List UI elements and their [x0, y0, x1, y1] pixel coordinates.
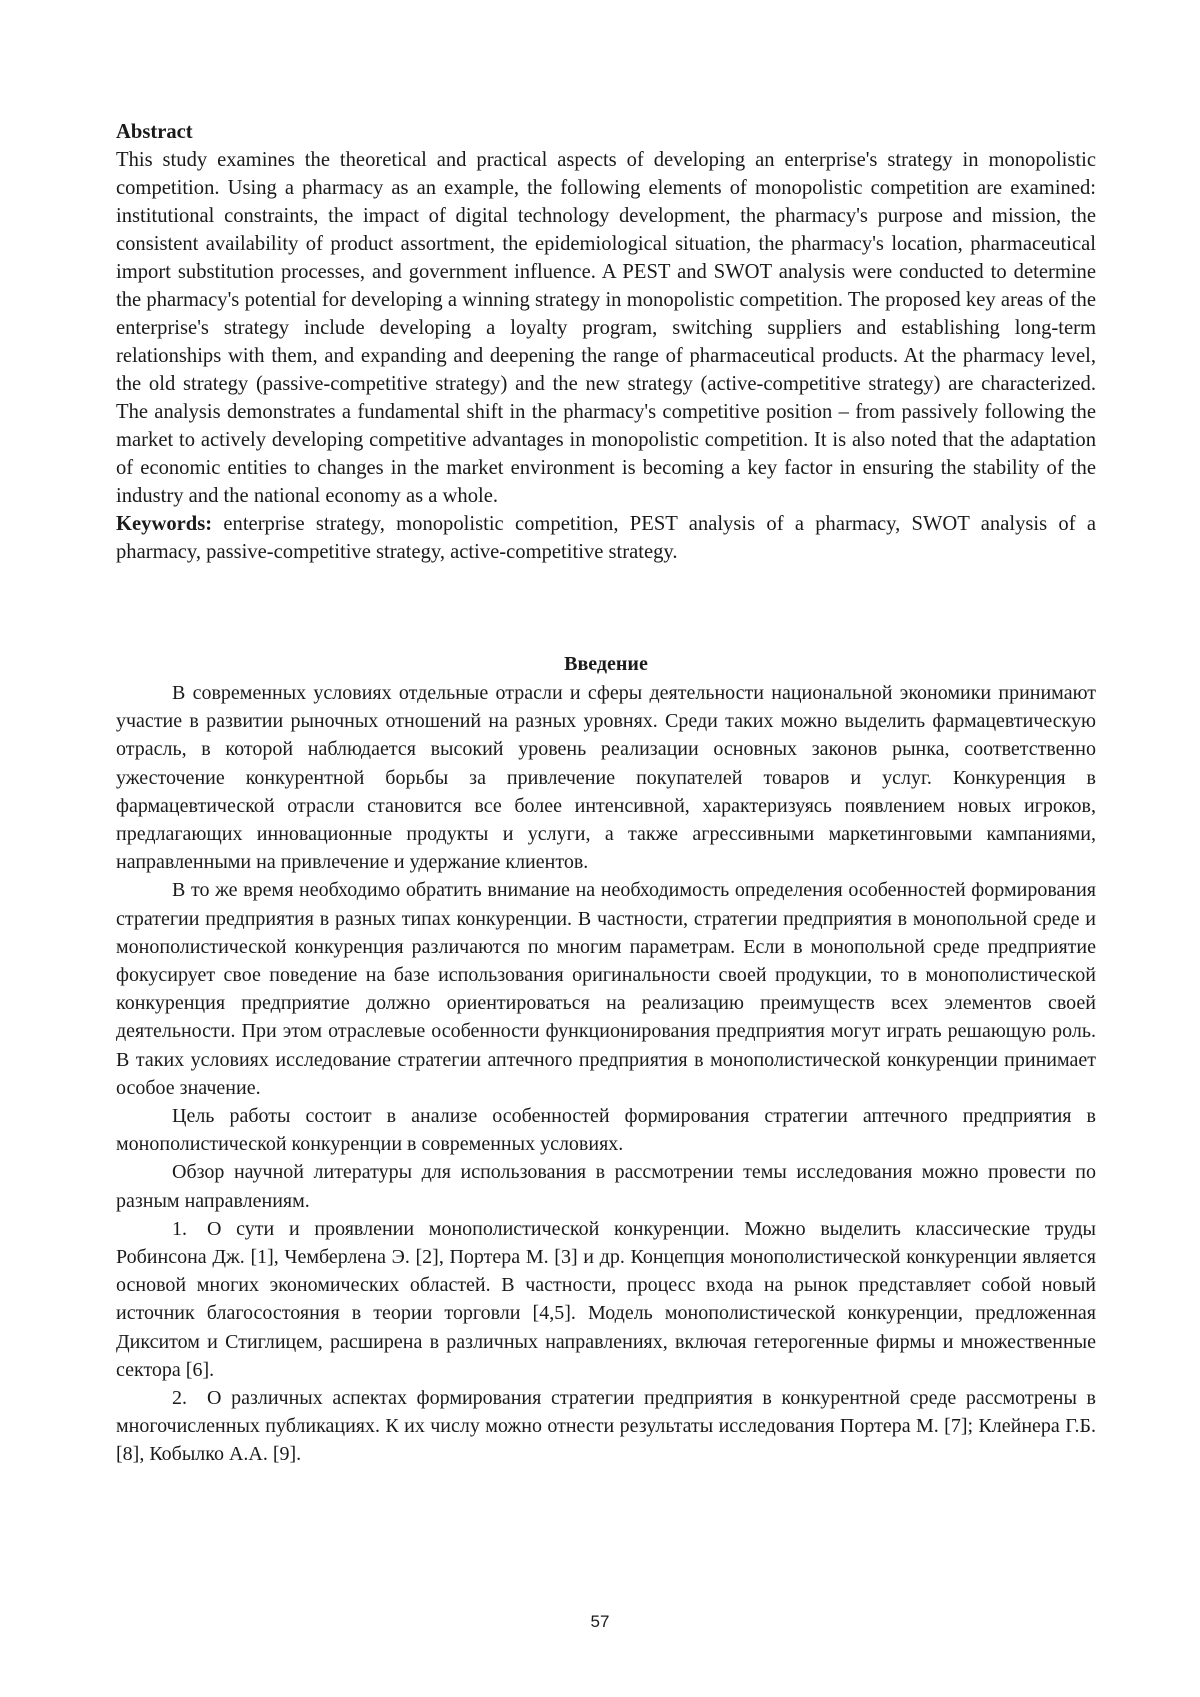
keywords-text: enterprise strategy, monopolistic competition, PEST analysis of a pharmacy, SWOT analysis of a pharmacy, passive-competitive strategy, active-competitive strategy.: [116, 513, 1097, 563]
abstract-text: This study examines the theoretical and practical aspects of developing an enterprise's strategy in monopolistic competition. Using a pharmacy as an example, the following elements of monopolistic competition are examined: institutional constraints, the impact of digital technology development, the pharmacy's purpose and mission, the consistent availability of product assortment, the epidemiological situation, the pharmacy's location, pharmaceutical import substitution processes, and government influence. A PEST and SWOT analysis were conducted to determine the pharmacy's potential for developing a winning strategy in monopolistic competition. The proposed key areas of the enterprise's strategy include developing a loyalty program, switching suppliers and establishing long-term relationships with them, and expanding and deepening the range of pharmaceutical products. At the pharmacy level, the old strategy (passive-competitive strategy) and the new strategy (active-competitive strategy) are characterized. The analysis demonstrates a fundamental shift in the pharmacy's competitive position – from passively following the market to actively developing competitive advantages in monopolistic competition. It is also noted that the adaptation of economic entities to changes in the market environment is becoming a key factor in ensuring the stability of the industry and the national economy as a whole.: [116, 149, 1096, 507]
intro-list-item: 2. О различных аспектах формирования стратегии предприятия в конкурентной среде рассмотрены в многочисленных публикациях. К их числу можно отнести результаты исследования Портера М. [7]; Клейнера Г.Б. [8], Кобылко А.А. [9].: [116, 1387, 1096, 1466]
intro-list-item: 1. О сути и проявлении монополистической конкуренции. Можно выделить классические труды Робинсона Дж. [1], Чемберлена Э. [2], Портера М. [3] и др. Концепция монополистической конкуренции является основой многих экономических областей. В частности, процесс входа на рынок представляет собой новый источник благосостояния в теории торговли [4,5]. Модель монополистической конкуренции, предложенная Дикситом и Стиглицем, расширена в различных направлениях, включая гетерогенные фирмы и множественные сектора [6].: [116, 1217, 1096, 1381]
abstract-section: [116, 118, 1096, 566]
intro-paragraph: В то же время необходимо обратить внимание на необходимость определения особенностей формирования стратегии предприятия в разных типах конкуренции. В частности, стратегии предприятия в монопольной среде и монополистической конкуренция различаются по многим параметрам. Если в монопольной среде предприятие фокусирует свое поведение на базе использования оригинальности своей продукции, то в монополистической конкуренция предприятие должно ориентироваться на реализацию преимуществ всех элементов своей деятельности. При этом отраслевые особенности функционирования предприятия могут играть решающую роль. В таких условиях исследование стратегии аптечного предприятия в монополистической конкуренции принимает особое значение.: [116, 879, 1096, 1099]
section-title-introduction: Введение: [564, 653, 648, 675]
intro-paragraph: В современных условиях отдельные отрасли и сферы деятельности национальной экономики принимают участие в развитии рыночных отношений на разных уровнях. Среди таких можно выделить фармацевтическую отрасль, в которой наблюдается высокий уровень реализации основных законов рынка, соответственно ужесточение конкурентной борьбы за привлечение покупателей товаров и услуг. Конкуренция в фармацевтической отрасли становится все более интенсивной, характеризуясь появлением новых игроков, предлагающих инновационные продукты и услуги, а также агрессивными маркетинговыми кампаниями, направленными на привлечение и удержание клиентов.: [116, 682, 1096, 874]
abstract-heading: Abstract: [116, 121, 193, 143]
intro-paragraph: Цель работы состоит в анализе особенностей формирования стратегии аптечного предприятия в монополистической конкуренции в современных условиях.: [116, 1105, 1096, 1156]
keywords-label: Keywords:: [116, 513, 213, 535]
introduction-section: [116, 679, 1096, 1469]
page-number: 57: [590, 1612, 610, 1631]
keywords: [116, 510, 1096, 566]
intro-paragraph: Обзор научной литературы для использования в рассмотрении темы исследования можно провести по разным направлениям.: [116, 1161, 1096, 1212]
